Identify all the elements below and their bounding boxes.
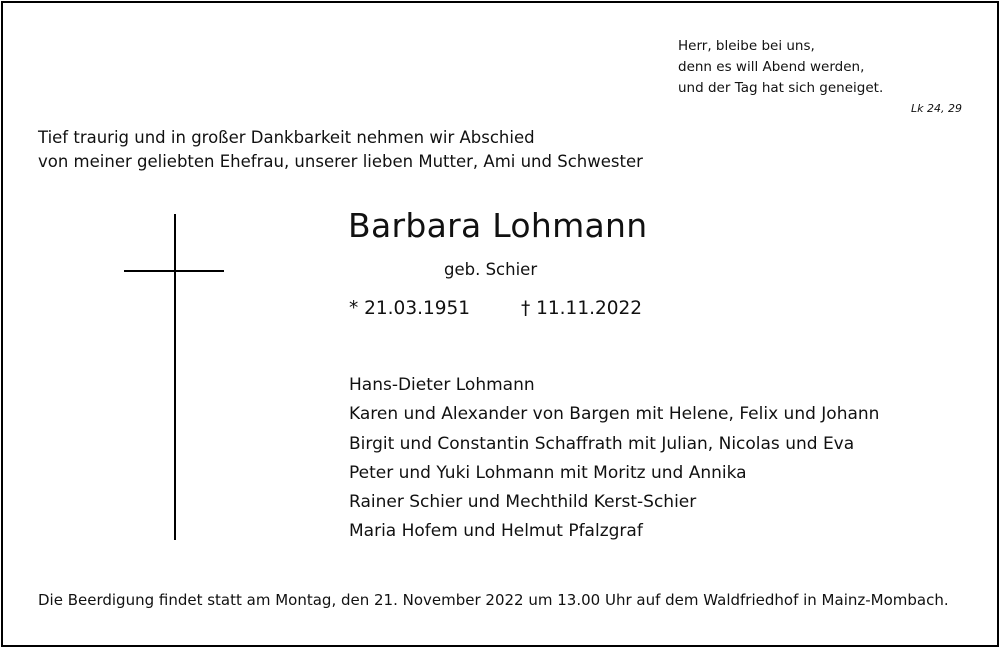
verse-line-2: denn es will Abend werden,	[678, 59, 865, 75]
cross-horizontal-bar	[124, 270, 224, 272]
verse-reference: Lk 24, 29	[911, 102, 962, 115]
deceased-name: Barbara Lohmann	[348, 206, 648, 245]
verse-line-1: Herr, bleibe bei uns,	[678, 38, 815, 54]
mourner-line: Karen und Alexander von Bargen mit Helene, Felix und Johann	[349, 404, 880, 425]
intro-text	[38, 126, 643, 174]
cross-vertical-bar	[174, 214, 176, 540]
mourner-line: Peter und Yuki Lohmann mit Moritz und Annika	[349, 462, 747, 483]
bible-verse	[678, 36, 883, 99]
mourner-line: Rainer Schier und Mechthild Kerst-Schier	[349, 492, 697, 513]
intro-line-1: Tief traurig und in großer Dankbarkeit nehmen wir Abschied	[38, 128, 535, 147]
death-date: † 11.11.2022	[521, 298, 643, 319]
mourner-line: Hans-Dieter Lohmann	[349, 375, 535, 395]
mourner-line: Birgit und Constantin Schaffrath mit Julian, Nicolas und Eva	[349, 433, 855, 454]
birth-date: * 21.03.1951	[349, 298, 471, 319]
mourner-line: Maria Hofem und Helmut Pfalzgraf	[349, 521, 643, 542]
mourners-list	[349, 371, 879, 547]
intro-line-2: von meiner geliebten Ehefrau, unserer lieben Mutter, Ami und Schwester	[38, 152, 643, 171]
verse-line-3: und der Tag hat sich geneiget.	[678, 80, 884, 96]
maiden-name: geb. Schier	[444, 260, 538, 279]
funeral-notice: Die Beerdigung findet statt am Montag, den 21. November 2022 um 13.00 Uhr auf dem Waldfriedhof in Mainz-Mombach.	[38, 591, 949, 609]
